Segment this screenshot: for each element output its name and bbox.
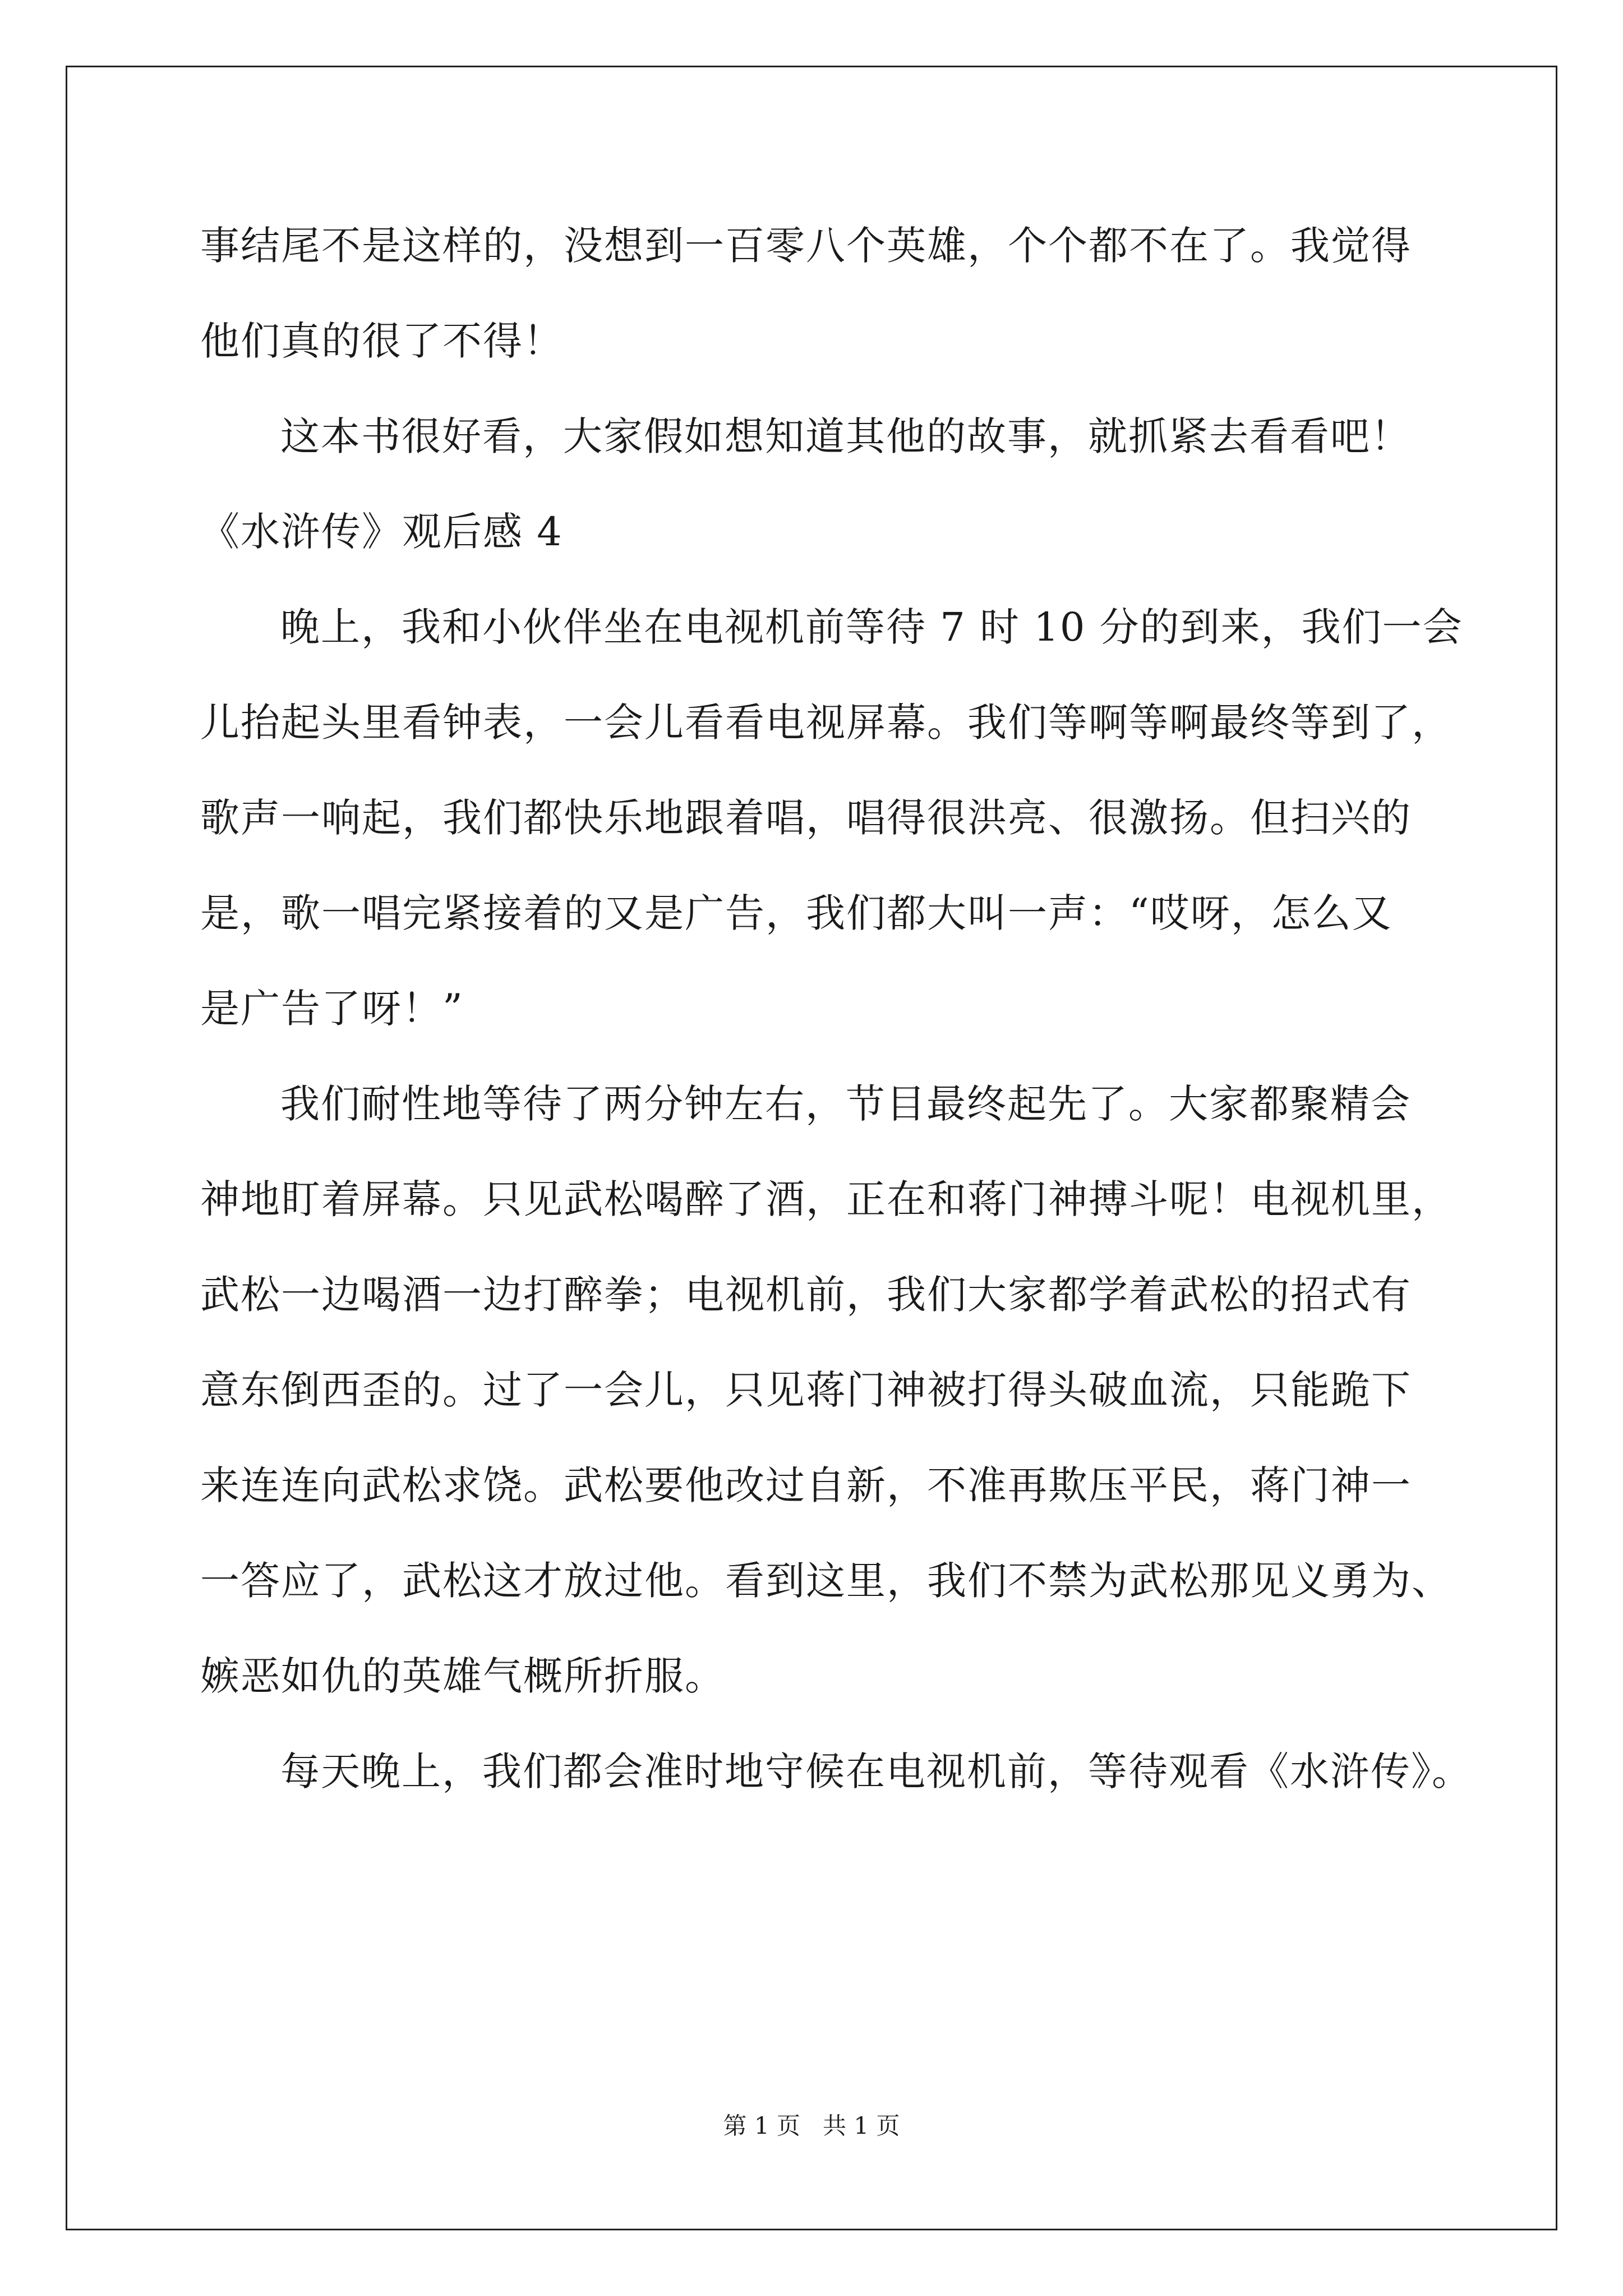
page-border [66, 66, 1557, 2230]
text-line-11: 神地盯着屏幕。只见武松喝醉了酒，正在和蒋门神搏斗呢！电视机里， [200, 1176, 1452, 1222]
text-line-3: 这本书很好看，大家假如想知道其他的故事，就抓紧去看看吧！ [280, 413, 1411, 459]
text-line-10: 我们耐性地等待了两分钟左右，节目最终起先了。大家都聚精会 [280, 1081, 1411, 1127]
text-line-1: 事结尾不是这样的，没想到一百零八个英雄，个个都不在了。我觉得 [200, 223, 1412, 269]
text-line-2: 他们真的很了不得！ [200, 318, 564, 364]
text-line-6: 儿抬起头里看钟表，一会儿看看电视屏幕。我们等啊等啊最终等到了， [200, 700, 1452, 746]
text-line-14: 来连连向武松求饶。武松要他改过自新，不准再欺压平民，蒋门神一 [200, 1462, 1412, 1508]
text-line-8: 是，歌一唱完紧接着的又是广告，我们都大叫一声：“哎呀，怎么又 [200, 890, 1393, 936]
page-footer: 第 1 页 共 1 页 [723, 2112, 900, 2139]
text-line-7: 歌声一响起，我们都快乐地跟着唱，唱得很洪亮、很激扬。但扫兴的 [200, 795, 1412, 841]
text-line-15: 一答应了，武松这才放过他。看到这里，我们不禁为武松那见义勇为、 [200, 1558, 1452, 1604]
text-line-17: 每天晚上，我们都会准时地守候在电视机前，等待观看《水浒传》。 [280, 1749, 1472, 1795]
text-line-5: 晚上，我和小伙伴坐在电视机前等待 7 时 10 分的到来，我们一会 [280, 604, 1463, 650]
section-heading: 《水浒传》观后感 4 [200, 509, 563, 555]
text-line-12: 武松一边喝酒一边打醉拳；电视机前，我们大家都学着武松的招式有 [200, 1272, 1412, 1318]
text-line-16: 嫉恶如仇的英雄气概所折服。 [200, 1653, 725, 1699]
text-line-9: 是广告了呀！” [200, 986, 464, 1032]
text-line-13: 意东倒西歪的。过了一会儿，只见蒋门神被打得头破血流，只能跪下 [200, 1367, 1412, 1413]
